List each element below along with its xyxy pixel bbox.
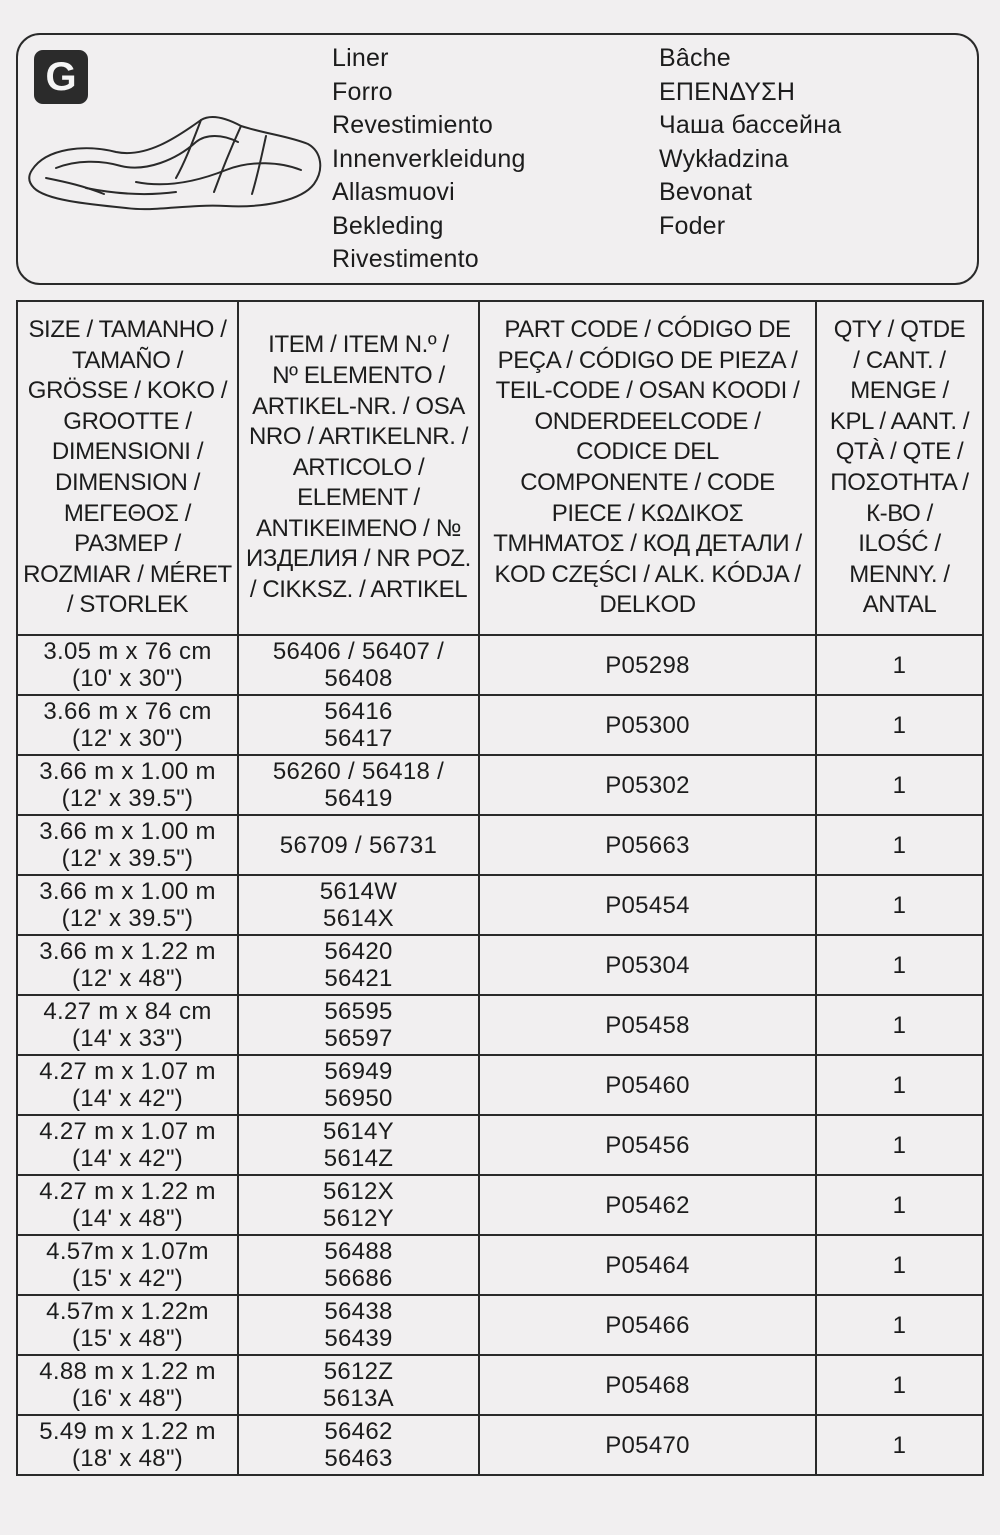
liner-name: ΕΠΕΝΔΥΣΗ bbox=[659, 77, 796, 106]
size-cell: 4.27 m x 1.22 m (14' x 48") bbox=[17, 1175, 238, 1235]
size-cell: 3.05 m x 76 cm (10' x 30") bbox=[17, 635, 238, 695]
quantity-cell: 1 bbox=[816, 695, 983, 755]
table-row bbox=[17, 635, 983, 695]
quantity-cell: 1 bbox=[816, 755, 983, 815]
liner-names-left bbox=[332, 42, 526, 277]
table-row bbox=[17, 1355, 983, 1415]
size-cell: 4.57m x 1.07m (15' x 42") bbox=[17, 1235, 238, 1295]
quantity-cell: 1 bbox=[816, 995, 983, 1055]
table-header-row bbox=[17, 301, 983, 635]
table-row bbox=[17, 1175, 983, 1235]
liner-name: Чаша бассейна bbox=[659, 111, 842, 139]
part-code-cell: P05456 bbox=[479, 1115, 816, 1175]
quantity-cell: 1 bbox=[816, 1415, 983, 1475]
part-letter-badge: G bbox=[34, 50, 88, 104]
part-code-cell: P05302 bbox=[479, 755, 816, 815]
part-code-cell: P05460 bbox=[479, 1055, 816, 1115]
table-row bbox=[17, 1295, 983, 1355]
liner-name: Innenverkleidung bbox=[332, 144, 526, 173]
liner-name: Allasmuovi bbox=[332, 178, 455, 206]
part-code-cell: P05304 bbox=[479, 935, 816, 995]
part-code-cell: P05464 bbox=[479, 1235, 816, 1295]
quantity-cell: 1 bbox=[816, 635, 983, 695]
quantity-cell: 1 bbox=[816, 875, 983, 935]
item-number-cell: 5612X 5612Y bbox=[238, 1175, 479, 1235]
liner-name: Wykładzina bbox=[659, 144, 789, 173]
liner-name: Bekleding bbox=[332, 211, 444, 240]
size-cell: 3.66 m x 1.00 m (12' x 39.5") bbox=[17, 875, 238, 935]
item-number-cell: 56462 56463 bbox=[238, 1415, 479, 1475]
size-cell: 3.66 m x 76 cm (12' x 30") bbox=[17, 695, 238, 755]
size-cell: 4.27 m x 84 cm (14' x 33") bbox=[17, 995, 238, 1055]
quantity-cell: 1 bbox=[816, 1355, 983, 1415]
item-number-cell: 5614Y 5614Z bbox=[238, 1115, 479, 1175]
quantity-cell: 1 bbox=[816, 815, 983, 875]
quantity-cell: 1 bbox=[816, 1055, 983, 1115]
table-row bbox=[17, 875, 983, 935]
part-code-cell: P05298 bbox=[479, 635, 816, 695]
size-cell: 4.27 m x 1.07 m (14' x 42") bbox=[17, 1055, 238, 1115]
item-number-cell: 56709 / 56731 bbox=[238, 815, 479, 875]
part-code-cell: P05466 bbox=[479, 1295, 816, 1355]
item-number-cell: 56438 56439 bbox=[238, 1295, 479, 1355]
table-row bbox=[17, 935, 983, 995]
size-cell: 3.66 m x 1.00 m (12' x 39.5") bbox=[17, 815, 238, 875]
part-code-cell: P05468 bbox=[479, 1355, 816, 1415]
liner-name: Liner bbox=[332, 44, 389, 72]
part-code-cell: P05300 bbox=[479, 695, 816, 755]
liner-name: Bâche bbox=[659, 44, 731, 72]
liner-name: Bevonat bbox=[659, 178, 753, 206]
part-code-cell: P05663 bbox=[479, 815, 816, 875]
size-cell: 4.57m x 1.22m (15' x 48") bbox=[17, 1295, 238, 1355]
part-code-cell: P05462 bbox=[479, 1175, 816, 1235]
quantity-cell: 1 bbox=[816, 1295, 983, 1355]
item-number-cell: 5614W 5614X bbox=[238, 875, 479, 935]
parts-table-body bbox=[17, 635, 983, 1475]
item-number-cell: 56949 56950 bbox=[238, 1055, 479, 1115]
table-row bbox=[17, 695, 983, 755]
item-number-cell: 56260 / 56418 / 56419 bbox=[238, 755, 479, 815]
liner-name: Forro bbox=[332, 77, 393, 106]
table-row bbox=[17, 815, 983, 875]
parts-table bbox=[16, 300, 984, 1476]
liner-names-right bbox=[659, 42, 841, 243]
size-cell: 3.66 m x 1.22 m (12' x 48") bbox=[17, 935, 238, 995]
item-number-cell: 56406 / 56407 / 56408 bbox=[238, 635, 479, 695]
size-cell: 4.27 m x 1.07 m (14' x 42") bbox=[17, 1115, 238, 1175]
size-cell: 3.66 m x 1.00 m (12' x 39.5") bbox=[17, 755, 238, 815]
table-row bbox=[17, 755, 983, 815]
quantity-cell: 1 bbox=[816, 1115, 983, 1175]
quantity-cell: 1 bbox=[816, 935, 983, 995]
table-row bbox=[17, 1415, 983, 1475]
part-code-column-header: PART CODE / CÓDIGO DE PEÇA / CÓDIGO DE PIEZA / TEIL-CODE / OSAN KOODI / ONDERDEELCODE / CODICE DEL COMPONENTE / CODE PIECE / ΚΩΔΙΚΟΣ ΤΜΗΜΑΤΟΣ / КОД ДЕТАЛИ / KOD CZĘŚCI / ALK. KÓDJA / DELKOD bbox=[479, 301, 816, 635]
qty-column-header: QTY / QTDE / CANT. / MENGE / KPL / AANT. / QTÀ / QTE / ΠΟΣΟΤΗΤΑ / К-ВО / ILOŚĆ / MENNY. / ANTAL bbox=[816, 301, 983, 635]
liner-name: Revestimiento bbox=[332, 111, 493, 139]
quantity-cell: 1 bbox=[816, 1175, 983, 1235]
liner-illustration bbox=[26, 108, 326, 218]
part-code-cell: P05470 bbox=[479, 1415, 816, 1475]
table-row bbox=[17, 1055, 983, 1115]
table-row bbox=[17, 995, 983, 1055]
liner-name: Foder bbox=[659, 211, 726, 240]
item-number-cell: 56420 56421 bbox=[238, 935, 479, 995]
size-column-header: SIZE / TAMANHO / TAMAÑO / GRÖSSE / KOKO / GROOTTE / DIMENSIONI / DIMENSION / ΜΕΓΕΘΟΣ / РАЗМЕР / ROZMIAR / MÉRET / STORLEK bbox=[17, 301, 238, 635]
item-column-header: ITEM / ITEM N.º / Nº ELEMENTO / ARTIKEL-NR. / OSA NRO / ARTIKELNR. / ARTICOLO / ELEMENT / ΑΝΤΙΚΕΙΜΕΝΟ / № ИЗДЕЛИЯ / NR POZ. / CIKKSZ. / ARTIKEL bbox=[238, 301, 479, 635]
quantity-cell: 1 bbox=[816, 1235, 983, 1295]
part-code-cell: P05454 bbox=[479, 875, 816, 935]
size-cell: 5.49 m x 1.22 m (18' x 48") bbox=[17, 1415, 238, 1475]
table-row bbox=[17, 1115, 983, 1175]
part-code-cell: P05458 bbox=[479, 995, 816, 1055]
item-number-cell: 56416 56417 bbox=[238, 695, 479, 755]
table-row bbox=[17, 1235, 983, 1295]
item-number-cell: 56595 56597 bbox=[238, 995, 479, 1055]
item-number-cell: 56488 56686 bbox=[238, 1235, 479, 1295]
item-number-cell: 5612Z 5613A bbox=[238, 1355, 479, 1415]
liner-name: Rivestimento bbox=[332, 245, 479, 273]
size-cell: 4.88 m x 1.22 m (16' x 48") bbox=[17, 1355, 238, 1415]
